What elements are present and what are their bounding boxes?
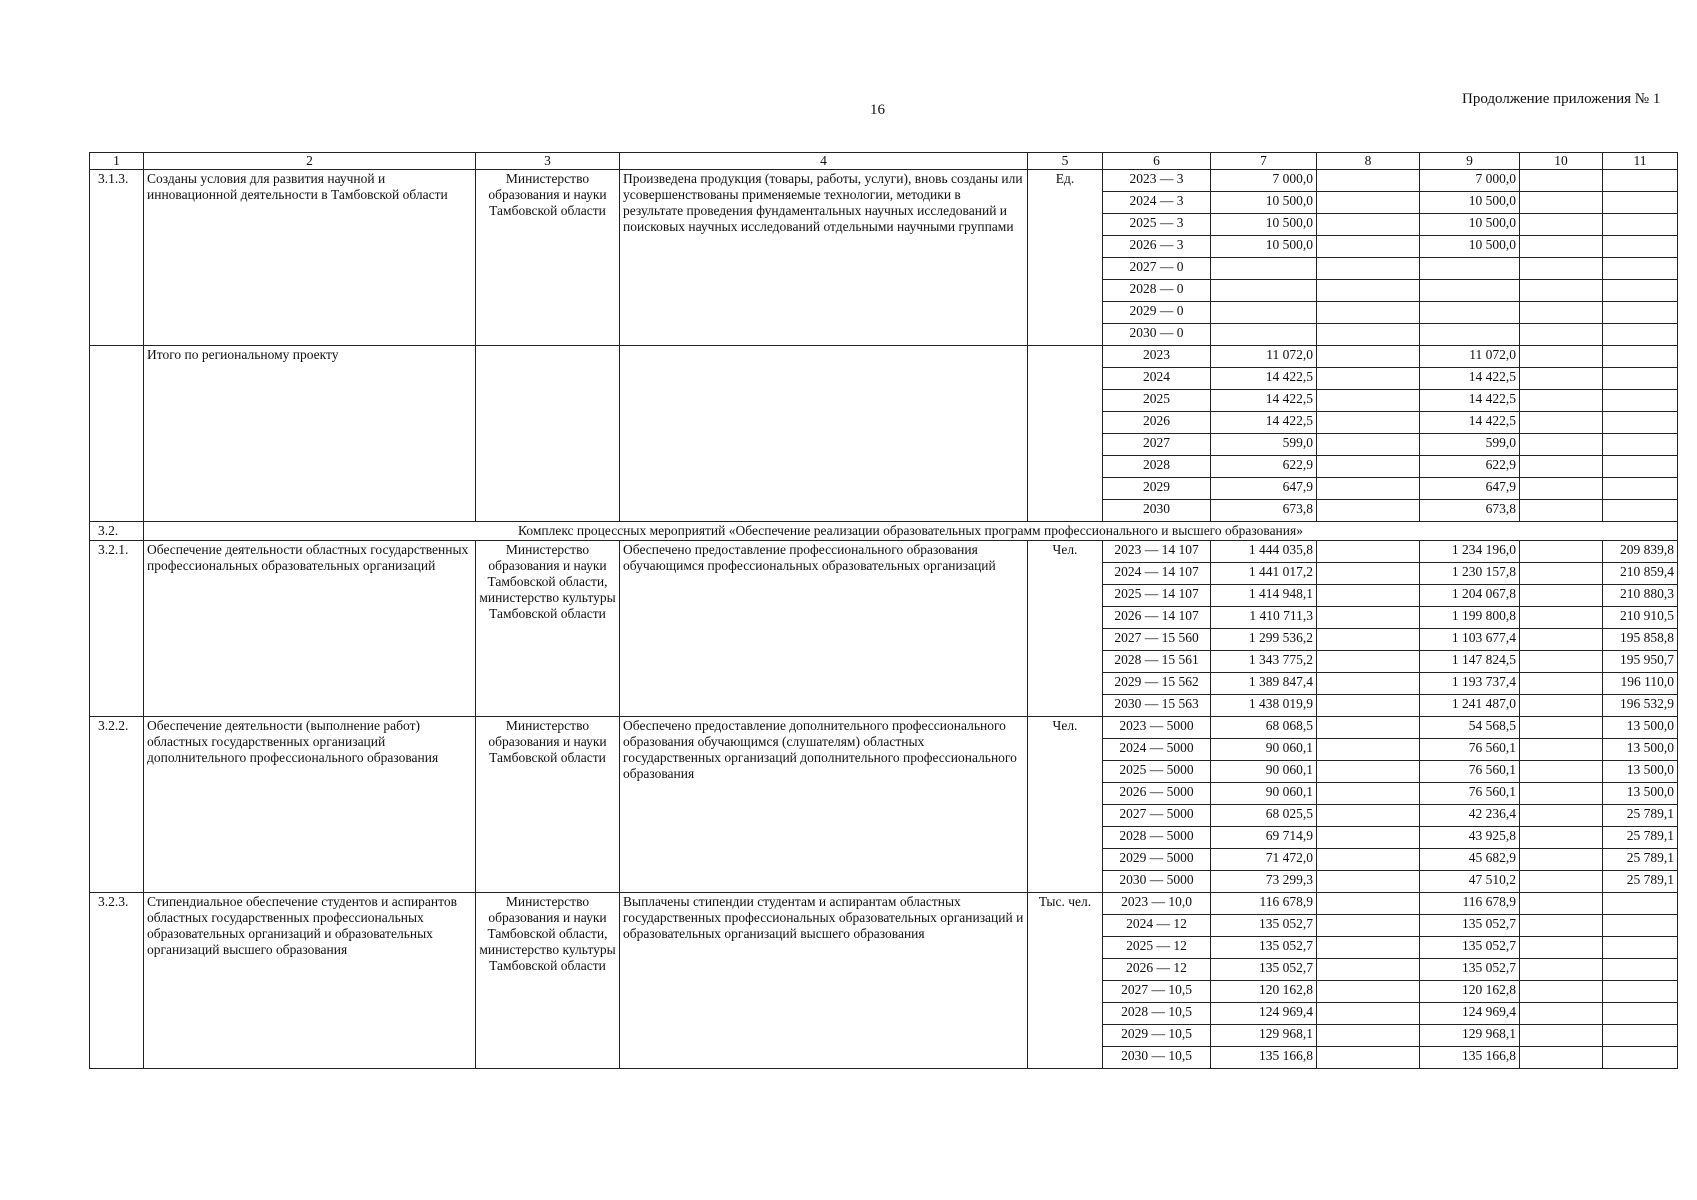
year-cell: 2026 bbox=[1103, 412, 1211, 434]
year-cell: 2030 — 0 bbox=[1103, 324, 1211, 346]
year-cell: 2024 — 14 107 bbox=[1103, 563, 1211, 585]
cell-col10 bbox=[1520, 170, 1603, 192]
cell-col11: 210 910,5 bbox=[1603, 607, 1678, 629]
cell-col8 bbox=[1317, 236, 1420, 258]
cell-col7: 1 389 847,4 bbox=[1211, 673, 1317, 695]
cell-col11: 195 858,8 bbox=[1603, 629, 1678, 651]
cell-col7: 622,9 bbox=[1211, 456, 1317, 478]
cell-col11: 210 859,4 bbox=[1603, 563, 1678, 585]
cell-col11 bbox=[1603, 1025, 1678, 1047]
cell-col9: 10 500,0 bbox=[1420, 214, 1520, 236]
cell-col7: 68 025,5 bbox=[1211, 805, 1317, 827]
item-responsible: Министерство образования и науки Тамбовской области bbox=[476, 717, 620, 893]
cell-col7 bbox=[1211, 302, 1317, 324]
cell-col10 bbox=[1520, 563, 1603, 585]
cell-col8 bbox=[1317, 761, 1420, 783]
cell-col8 bbox=[1317, 214, 1420, 236]
page-number: 16 bbox=[870, 102, 885, 118]
year-cell: 2030 — 5000 bbox=[1103, 871, 1211, 893]
cell-col10 bbox=[1520, 541, 1603, 563]
cell-col10 bbox=[1520, 434, 1603, 456]
cell-col7: 129 968,1 bbox=[1211, 1025, 1317, 1047]
cell-col7 bbox=[1211, 258, 1317, 280]
cell-col11: 196 532,9 bbox=[1603, 695, 1678, 717]
cell-col9 bbox=[1420, 324, 1520, 346]
column-number: 1 bbox=[90, 153, 144, 170]
year-cell: 2030 — 15 563 bbox=[1103, 695, 1211, 717]
item-unit: Чел. bbox=[1028, 717, 1103, 893]
cell-col9: 1 204 067,8 bbox=[1420, 585, 1520, 607]
item-name: Созданы условия для развития научной и инновационной деятельности в Тамбовской области bbox=[144, 170, 476, 346]
cell-col7 bbox=[1211, 324, 1317, 346]
cell-col7: 10 500,0 bbox=[1211, 236, 1317, 258]
year-cell: 2028 — 0 bbox=[1103, 280, 1211, 302]
cell-col11 bbox=[1603, 959, 1678, 981]
cell-col8 bbox=[1317, 805, 1420, 827]
cell-col9: 647,9 bbox=[1420, 478, 1520, 500]
item-name: Стипендиальное обеспечение студентов и аспирантов областных государственных профессиональных образовательных организаций и образовательных организаций высшего образования bbox=[144, 893, 476, 1069]
cell-col8 bbox=[1317, 541, 1420, 563]
cell-col7: 1 299 536,2 bbox=[1211, 629, 1317, 651]
cell-col10 bbox=[1520, 827, 1603, 849]
cell-col7: 135 052,7 bbox=[1211, 937, 1317, 959]
column-number: 7 bbox=[1211, 153, 1317, 170]
cell-col9: 1 230 157,8 bbox=[1420, 563, 1520, 585]
column-number: 4 bbox=[620, 153, 1028, 170]
cell-col7: 10 500,0 bbox=[1211, 192, 1317, 214]
cell-col9: 11 072,0 bbox=[1420, 346, 1520, 368]
cell-col9: 47 510,2 bbox=[1420, 871, 1520, 893]
cell-col10 bbox=[1520, 695, 1603, 717]
cell-col7: 71 472,0 bbox=[1211, 849, 1317, 871]
year-cell: 2028 — 15 561 bbox=[1103, 651, 1211, 673]
cell-col9: 10 500,0 bbox=[1420, 236, 1520, 258]
cell-col11 bbox=[1603, 456, 1678, 478]
year-cell: 2025 — 3 bbox=[1103, 214, 1211, 236]
cell-col11 bbox=[1603, 236, 1678, 258]
cell-col7: 1 343 775,2 bbox=[1211, 651, 1317, 673]
cell-col11 bbox=[1603, 1047, 1678, 1069]
section-code: 3.2. bbox=[90, 522, 144, 541]
cell-col7: 10 500,0 bbox=[1211, 214, 1317, 236]
cell-col7: 135 052,7 bbox=[1211, 959, 1317, 981]
cell-col11: 196 110,0 bbox=[1603, 673, 1678, 695]
cell-col11: 210 880,3 bbox=[1603, 585, 1678, 607]
year-cell: 2023 — 3 bbox=[1103, 170, 1211, 192]
cell-col9: 116 678,9 bbox=[1420, 893, 1520, 915]
cell-col11: 13 500,0 bbox=[1603, 783, 1678, 805]
year-cell: 2030 bbox=[1103, 500, 1211, 522]
cell-col9: 129 968,1 bbox=[1420, 1025, 1520, 1047]
cell-col10 bbox=[1520, 981, 1603, 1003]
cell-col7: 90 060,1 bbox=[1211, 739, 1317, 761]
cell-col8 bbox=[1317, 302, 1420, 324]
year-cell: 2026 — 5000 bbox=[1103, 783, 1211, 805]
year-cell: 2029 bbox=[1103, 478, 1211, 500]
item-result: Выплачены стипендии студентам и аспирантам областных государственных профессиональных образовательных организаций и образовательных организаций высшего образования bbox=[620, 893, 1028, 1069]
cell-col7: 1 410 711,3 bbox=[1211, 607, 1317, 629]
cell-col10 bbox=[1520, 368, 1603, 390]
year-cell: 2027 — 0 bbox=[1103, 258, 1211, 280]
cell-col9: 76 560,1 bbox=[1420, 761, 1520, 783]
year-cell: 2024 bbox=[1103, 368, 1211, 390]
cell-col11: 25 789,1 bbox=[1603, 871, 1678, 893]
item-unit bbox=[1028, 346, 1103, 522]
cell-col11: 25 789,1 bbox=[1603, 805, 1678, 827]
year-cell: 2025 bbox=[1103, 390, 1211, 412]
cell-col11: 209 839,8 bbox=[1603, 541, 1678, 563]
year-cell: 2027 — 15 560 bbox=[1103, 629, 1211, 651]
item-code: 3.2.2. bbox=[90, 717, 144, 893]
year-cell: 2026 — 14 107 bbox=[1103, 607, 1211, 629]
table-row bbox=[90, 717, 1678, 739]
item-responsible bbox=[476, 346, 620, 522]
year-cell: 2029 — 10,5 bbox=[1103, 1025, 1211, 1047]
cell-col8 bbox=[1317, 346, 1420, 368]
cell-col10 bbox=[1520, 214, 1603, 236]
item-responsible: Министерство образования и науки Тамбовской области, министерство культуры Тамбовской области bbox=[476, 893, 620, 1069]
cell-col9: 599,0 bbox=[1420, 434, 1520, 456]
item-name: Итого по региональному проекту bbox=[144, 346, 476, 522]
cell-col9: 1 147 824,5 bbox=[1420, 651, 1520, 673]
cell-col11 bbox=[1603, 346, 1678, 368]
cell-col9: 42 236,4 bbox=[1420, 805, 1520, 827]
cell-col9: 7 000,0 bbox=[1420, 170, 1520, 192]
cell-col10 bbox=[1520, 761, 1603, 783]
cell-col7: 1 438 019,9 bbox=[1211, 695, 1317, 717]
cell-col10 bbox=[1520, 280, 1603, 302]
cell-col8 bbox=[1317, 170, 1420, 192]
column-number: 11 bbox=[1603, 153, 1678, 170]
cell-col7: 116 678,9 bbox=[1211, 893, 1317, 915]
year-cell: 2027 — 5000 bbox=[1103, 805, 1211, 827]
cell-col8 bbox=[1317, 871, 1420, 893]
cell-col9: 1 234 196,0 bbox=[1420, 541, 1520, 563]
item-unit: Ед. bbox=[1028, 170, 1103, 346]
cell-col8 bbox=[1317, 412, 1420, 434]
item-result: Обеспечено предоставление дополнительного профессионального образования обучающимся (слушателям) областных государственных организаций дополнительного профессионального образования bbox=[620, 717, 1028, 893]
column-number: 5 bbox=[1028, 153, 1103, 170]
item-responsible: Министерство образования и науки Тамбовской области bbox=[476, 170, 620, 346]
cell-col8 bbox=[1317, 1047, 1420, 1069]
cell-col11: 13 500,0 bbox=[1603, 761, 1678, 783]
cell-col8 bbox=[1317, 783, 1420, 805]
cell-col10 bbox=[1520, 959, 1603, 981]
table-row bbox=[90, 541, 1678, 563]
cell-col8 bbox=[1317, 607, 1420, 629]
cell-col11 bbox=[1603, 302, 1678, 324]
cell-col7: 1 444 035,8 bbox=[1211, 541, 1317, 563]
cell-col7: 14 422,5 bbox=[1211, 412, 1317, 434]
cell-col8 bbox=[1317, 937, 1420, 959]
cell-col7: 90 060,1 bbox=[1211, 783, 1317, 805]
cell-col10 bbox=[1520, 1003, 1603, 1025]
cell-col9: 135 052,7 bbox=[1420, 959, 1520, 981]
year-cell: 2025 — 5000 bbox=[1103, 761, 1211, 783]
cell-col11 bbox=[1603, 1003, 1678, 1025]
cell-col8 bbox=[1317, 456, 1420, 478]
cell-col10 bbox=[1520, 893, 1603, 915]
cell-col7: 73 299,3 bbox=[1211, 871, 1317, 893]
cell-col9: 45 682,9 bbox=[1420, 849, 1520, 871]
cell-col9: 1 199 800,8 bbox=[1420, 607, 1520, 629]
cell-col8 bbox=[1317, 629, 1420, 651]
cell-col10 bbox=[1520, 258, 1603, 280]
cell-col10 bbox=[1520, 192, 1603, 214]
cell-col8 bbox=[1317, 1003, 1420, 1025]
cell-col10 bbox=[1520, 783, 1603, 805]
budget-table bbox=[89, 152, 1678, 1069]
cell-col9: 14 422,5 bbox=[1420, 412, 1520, 434]
year-cell: 2023 bbox=[1103, 346, 1211, 368]
cell-col10 bbox=[1520, 346, 1603, 368]
cell-col10 bbox=[1520, 302, 1603, 324]
cell-col11 bbox=[1603, 258, 1678, 280]
year-cell: 2025 — 14 107 bbox=[1103, 585, 1211, 607]
cell-col7: 599,0 bbox=[1211, 434, 1317, 456]
cell-col11 bbox=[1603, 170, 1678, 192]
column-number: 2 bbox=[144, 153, 476, 170]
column-number: 6 bbox=[1103, 153, 1211, 170]
cell-col11 bbox=[1603, 893, 1678, 915]
cell-col10 bbox=[1520, 390, 1603, 412]
year-cell: 2024 — 12 bbox=[1103, 915, 1211, 937]
cell-col7: 7 000,0 bbox=[1211, 170, 1317, 192]
cell-col8 bbox=[1317, 959, 1420, 981]
section-row bbox=[90, 522, 1678, 541]
cell-col11: 195 950,7 bbox=[1603, 651, 1678, 673]
column-number: 10 bbox=[1520, 153, 1603, 170]
cell-col8 bbox=[1317, 695, 1420, 717]
cell-col8 bbox=[1317, 390, 1420, 412]
cell-col7: 120 162,8 bbox=[1211, 981, 1317, 1003]
item-result bbox=[620, 346, 1028, 522]
cell-col11: 13 500,0 bbox=[1603, 717, 1678, 739]
cell-col8 bbox=[1317, 717, 1420, 739]
item-result: Обеспечено предоставление профессионального образования обучающимся профессиональных образовательных организаций bbox=[620, 541, 1028, 717]
year-cell: 2024 — 5000 bbox=[1103, 739, 1211, 761]
cell-col8 bbox=[1317, 280, 1420, 302]
year-cell: 2029 — 15 562 bbox=[1103, 673, 1211, 695]
cell-col10 bbox=[1520, 1047, 1603, 1069]
cell-col8 bbox=[1317, 827, 1420, 849]
year-cell: 2027 — 10,5 bbox=[1103, 981, 1211, 1003]
section-title: Комплекс процессных мероприятий «Обеспечение реализации образовательных программ профессионального и высшего образования» bbox=[144, 522, 1678, 541]
cell-col7: 135 052,7 bbox=[1211, 915, 1317, 937]
year-cell: 2026 — 12 bbox=[1103, 959, 1211, 981]
cell-col10 bbox=[1520, 849, 1603, 871]
cell-col8 bbox=[1317, 739, 1420, 761]
cell-col9: 135 052,7 bbox=[1420, 915, 1520, 937]
cell-col8 bbox=[1317, 585, 1420, 607]
cell-col8 bbox=[1317, 258, 1420, 280]
cell-col11 bbox=[1603, 981, 1678, 1003]
cell-col11 bbox=[1603, 915, 1678, 937]
cell-col7: 1 441 017,2 bbox=[1211, 563, 1317, 585]
cell-col9: 124 969,4 bbox=[1420, 1003, 1520, 1025]
cell-col7: 14 422,5 bbox=[1211, 368, 1317, 390]
year-cell: 2023 — 10,0 bbox=[1103, 893, 1211, 915]
cell-col7: 90 060,1 bbox=[1211, 761, 1317, 783]
cell-col7 bbox=[1211, 280, 1317, 302]
cell-col8 bbox=[1317, 849, 1420, 871]
cell-col10 bbox=[1520, 607, 1603, 629]
cell-col8 bbox=[1317, 651, 1420, 673]
cell-col11 bbox=[1603, 390, 1678, 412]
cell-col7: 135 166,8 bbox=[1211, 1047, 1317, 1069]
cell-col10 bbox=[1520, 717, 1603, 739]
cell-col11: 25 789,1 bbox=[1603, 827, 1678, 849]
cell-col8 bbox=[1317, 434, 1420, 456]
item-unit: Чел. bbox=[1028, 541, 1103, 717]
cell-col10 bbox=[1520, 456, 1603, 478]
cell-col7: 647,9 bbox=[1211, 478, 1317, 500]
cell-col9: 622,9 bbox=[1420, 456, 1520, 478]
table-row bbox=[90, 893, 1678, 915]
cell-col8 bbox=[1317, 981, 1420, 1003]
cell-col7: 11 072,0 bbox=[1211, 346, 1317, 368]
item-name: Обеспечение деятельности областных государственных профессиональных образовательных организаций bbox=[144, 541, 476, 717]
cell-col7: 14 422,5 bbox=[1211, 390, 1317, 412]
cell-col10 bbox=[1520, 412, 1603, 434]
cell-col8 bbox=[1317, 893, 1420, 915]
cell-col8 bbox=[1317, 673, 1420, 695]
cell-col11 bbox=[1603, 434, 1678, 456]
column-number: 3 bbox=[476, 153, 620, 170]
cell-col9: 1 193 737,4 bbox=[1420, 673, 1520, 695]
cell-col10 bbox=[1520, 805, 1603, 827]
cell-col8 bbox=[1317, 478, 1420, 500]
cell-col11 bbox=[1603, 478, 1678, 500]
cell-col8 bbox=[1317, 1025, 1420, 1047]
continuation-note: Продолжение приложения № 1 bbox=[1462, 91, 1661, 107]
column-number: 8 bbox=[1317, 153, 1420, 170]
cell-col7: 124 969,4 bbox=[1211, 1003, 1317, 1025]
cell-col11 bbox=[1603, 324, 1678, 346]
cell-col8 bbox=[1317, 915, 1420, 937]
cell-col10 bbox=[1520, 478, 1603, 500]
table-row bbox=[90, 346, 1678, 368]
cell-col10 bbox=[1520, 673, 1603, 695]
item-responsible: Министерство образования и науки Тамбовской области, министерство культуры Тамбовской области bbox=[476, 541, 620, 717]
cell-col9: 14 422,5 bbox=[1420, 390, 1520, 412]
cell-col9: 135 166,8 bbox=[1420, 1047, 1520, 1069]
cell-col7: 69 714,9 bbox=[1211, 827, 1317, 849]
column-number: 9 bbox=[1420, 153, 1520, 170]
cell-col10 bbox=[1520, 739, 1603, 761]
year-cell: 2024 — 3 bbox=[1103, 192, 1211, 214]
cell-col10 bbox=[1520, 1025, 1603, 1047]
year-cell: 2028 — 10,5 bbox=[1103, 1003, 1211, 1025]
item-code: 3.1.3. bbox=[90, 170, 144, 346]
cell-col8 bbox=[1317, 192, 1420, 214]
cell-col10 bbox=[1520, 324, 1603, 346]
year-cell: 2026 — 3 bbox=[1103, 236, 1211, 258]
cell-col9: 135 052,7 bbox=[1420, 937, 1520, 959]
year-cell: 2030 — 10,5 bbox=[1103, 1047, 1211, 1069]
cell-col10 bbox=[1520, 915, 1603, 937]
cell-col10 bbox=[1520, 871, 1603, 893]
cell-col11 bbox=[1603, 214, 1678, 236]
cell-col11 bbox=[1603, 500, 1678, 522]
cell-col9 bbox=[1420, 258, 1520, 280]
year-cell: 2029 — 0 bbox=[1103, 302, 1211, 324]
item-result: Произведена продукция (товары, работы, услуги), вновь созданы или усовершенствованы применяемые технологии, методики в результате проведения фундаментальных научных исследований и поисковых научных исследований отдельными научными группами bbox=[620, 170, 1028, 346]
cell-col10 bbox=[1520, 585, 1603, 607]
cell-col11: 25 789,1 bbox=[1603, 849, 1678, 871]
year-cell: 2023 — 14 107 bbox=[1103, 541, 1211, 563]
cell-col7: 68 068,5 bbox=[1211, 717, 1317, 739]
cell-col9: 43 925,8 bbox=[1420, 827, 1520, 849]
cell-col8 bbox=[1317, 500, 1420, 522]
item-code: 3.2.3. bbox=[90, 893, 144, 1069]
item-code bbox=[90, 346, 144, 522]
item-unit: Тыс. чел. bbox=[1028, 893, 1103, 1069]
cell-col7: 673,8 bbox=[1211, 500, 1317, 522]
cell-col10 bbox=[1520, 629, 1603, 651]
year-cell: 2027 bbox=[1103, 434, 1211, 456]
cell-col11: 13 500,0 bbox=[1603, 739, 1678, 761]
cell-col11 bbox=[1603, 937, 1678, 959]
cell-col10 bbox=[1520, 236, 1603, 258]
cell-col9: 120 162,8 bbox=[1420, 981, 1520, 1003]
cell-col9: 76 560,1 bbox=[1420, 783, 1520, 805]
cell-col10 bbox=[1520, 500, 1603, 522]
column-number-row bbox=[90, 153, 1678, 170]
table-row bbox=[90, 170, 1678, 192]
cell-col11 bbox=[1603, 192, 1678, 214]
cell-col9 bbox=[1420, 280, 1520, 302]
cell-col8 bbox=[1317, 324, 1420, 346]
year-cell: 2023 — 5000 bbox=[1103, 717, 1211, 739]
cell-col10 bbox=[1520, 651, 1603, 673]
cell-col11 bbox=[1603, 368, 1678, 390]
year-cell: 2028 — 5000 bbox=[1103, 827, 1211, 849]
cell-col9: 10 500,0 bbox=[1420, 192, 1520, 214]
cell-col9: 14 422,5 bbox=[1420, 368, 1520, 390]
cell-col9: 1 241 487,0 bbox=[1420, 695, 1520, 717]
cell-col9 bbox=[1420, 302, 1520, 324]
cell-col7: 1 414 948,1 bbox=[1211, 585, 1317, 607]
cell-col9: 1 103 677,4 bbox=[1420, 629, 1520, 651]
item-name: Обеспечение деятельности (выполнение работ) областных государственных организаций дополнительного профессионального образования bbox=[144, 717, 476, 893]
item-code: 3.2.1. bbox=[90, 541, 144, 717]
cell-col9: 54 568,5 bbox=[1420, 717, 1520, 739]
cell-col8 bbox=[1317, 368, 1420, 390]
cell-col11 bbox=[1603, 412, 1678, 434]
cell-col10 bbox=[1520, 937, 1603, 959]
cell-col8 bbox=[1317, 563, 1420, 585]
year-cell: 2028 bbox=[1103, 456, 1211, 478]
cell-col11 bbox=[1603, 280, 1678, 302]
year-cell: 2029 — 5000 bbox=[1103, 849, 1211, 871]
cell-col9: 76 560,1 bbox=[1420, 739, 1520, 761]
cell-col9: 673,8 bbox=[1420, 500, 1520, 522]
year-cell: 2025 — 12 bbox=[1103, 937, 1211, 959]
